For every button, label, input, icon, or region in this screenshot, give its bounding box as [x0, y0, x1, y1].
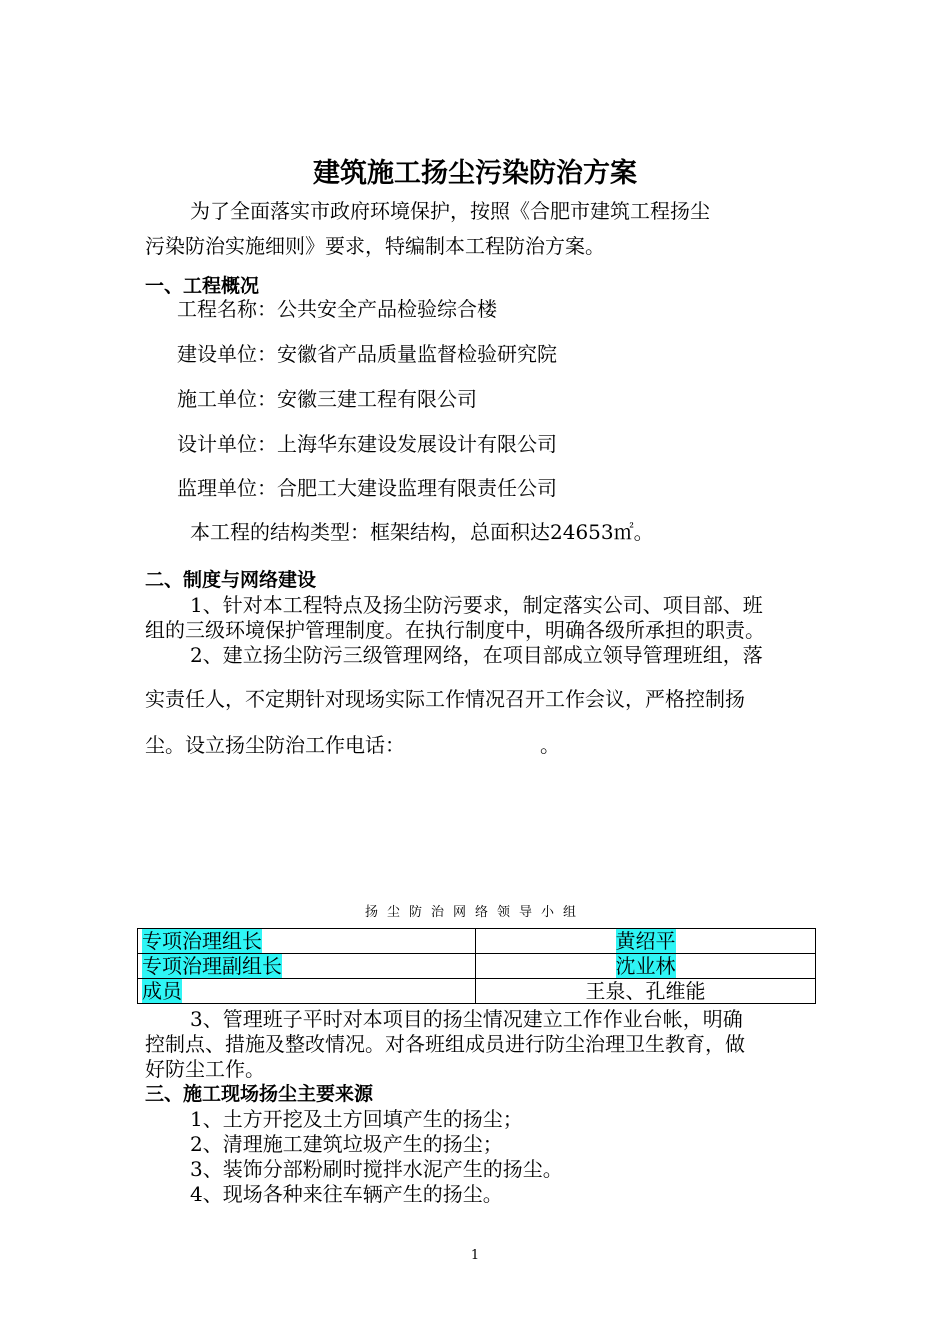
name-text: 王泉、孔维能: [585, 979, 706, 1003]
role-cell: [138, 954, 476, 979]
name-cell: [476, 954, 816, 979]
leadership-team-table: [137, 928, 816, 1004]
table-row: [138, 954, 816, 979]
section-2-para-2-line-2: 实责任人，不定期针对现场实际工作情况召开工作会议，严格控制扬: [145, 687, 745, 711]
section-2-para-1-line-2: 组的三级环境保护管理制度。在执行制度中，明确各级所承担的职责。: [145, 618, 765, 642]
role-text: 专项治理副组长: [142, 954, 282, 978]
role-cell: [138, 979, 476, 1004]
intro-line-2: 污染防治实施细则》要求，特编制本工程防治方案。: [145, 234, 605, 258]
name-text: 黄绍平: [615, 929, 676, 953]
document-title: 建筑施工扬尘污染防治方案: [313, 158, 637, 189]
owner-unit-line: 建设单位：安徽省产品质量监督检验研究院: [177, 342, 557, 366]
structure-type-line: 本工程的结构类型：框架结构，总面积达24653㎡。: [190, 520, 654, 544]
source-item: 4、现场各种来往车辆产生的扬尘。: [190, 1182, 503, 1206]
section-2-para-3-line-2: 控制点、措施及整改情况。对各班组成员进行防尘治理卫生教育，做: [145, 1032, 745, 1056]
section-2-para-3-line-1: 3、管理班子平时对本项目的扬尘情况建立工作作业台帐，明确: [190, 1007, 743, 1031]
section-3-heading: 三、施工现场扬尘主要来源: [145, 1083, 374, 1105]
source-item: 2、清理施工建筑垃圾产生的扬尘；: [190, 1132, 503, 1156]
name-cell: [476, 929, 816, 954]
role-text: 专项治理组长: [142, 929, 262, 953]
design-unit-line: 设计单位：上海华东建设发展设计有限公司: [177, 432, 557, 456]
table-caption: 扬尘防治网络领导小组: [364, 905, 585, 920]
section-2-para-2-line-1: 2、建立扬尘防污三级管理网络，在项目部成立领导管理班组，落: [190, 643, 763, 667]
table-row: [138, 979, 816, 1004]
section-2-heading: 二、制度与网络建设: [145, 569, 317, 591]
section-1-heading: 一、工程概况: [145, 275, 260, 297]
role-cell: [138, 929, 476, 954]
page-number: 1: [470, 1248, 480, 1263]
table-row: [138, 929, 816, 954]
supervision-unit-line: 监理单位：合肥工大建设监理有限责任公司: [177, 476, 557, 500]
section-2-para-1-line-1: 1、针对本工程特点及扬尘防污要求，制定落实公司、项目部、班: [190, 593, 763, 617]
name-text: 沈业林: [615, 954, 676, 978]
project-name-line: 工程名称：公共安全产品检验综合楼: [177, 297, 497, 321]
construction-unit-line: 施工单位：安徽三建工程有限公司: [177, 387, 477, 411]
hotline-label: 尘。设立扬尘防治工作电话：: [145, 733, 405, 757]
hotline-end-mark: 。: [540, 733, 560, 757]
section-2-para-3-line-3: 好防尘工作。: [145, 1057, 265, 1081]
source-item: 3、装饰分部粉刷时搅拌水泥产生的扬尘。: [190, 1157, 563, 1181]
source-item: 1、土方开挖及土方回填产生的扬尘；: [190, 1107, 523, 1131]
role-text: 成员: [142, 979, 182, 1003]
intro-line-1: 为了全面落实市政府环境保护，按照《合肥市建筑工程扬尘: [190, 199, 710, 223]
name-cell: [476, 979, 816, 1004]
